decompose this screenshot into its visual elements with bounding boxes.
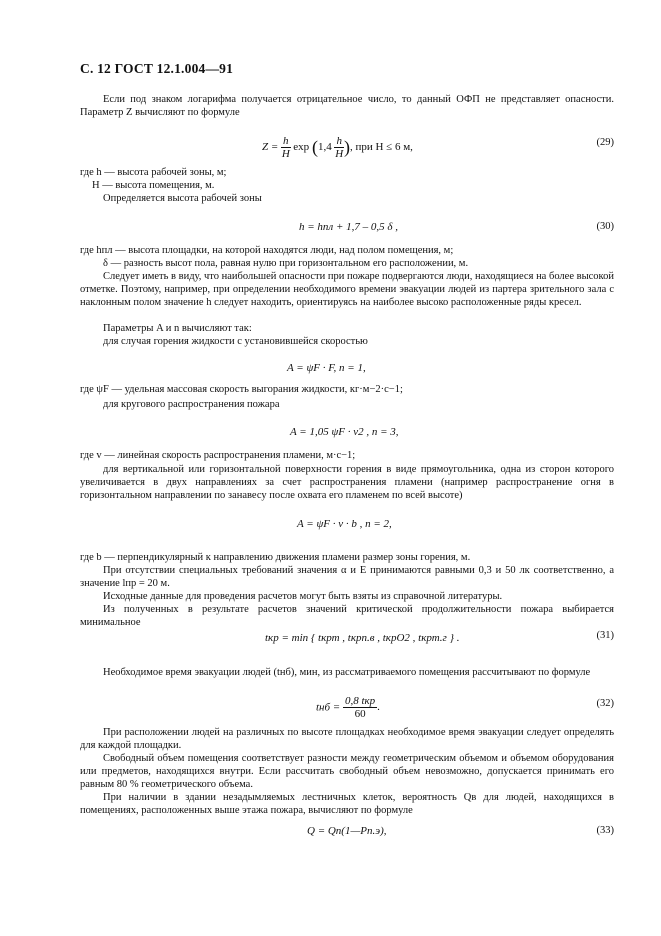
formula-circular: A = 1,05 ψF · v2 , n = 3,	[290, 426, 399, 438]
formula-33: Q = Qп(1—Pп.э),	[307, 825, 387, 837]
page-header: С. 12 ГОСТ 12.1.004—91	[80, 61, 234, 76]
where-v: где v — линейная скорость распространения пламени, м·с−1;	[80, 450, 356, 461]
formula-29: Z = $\frac{h}{H}$ exp (1,4 $\frac{h}{H}$ ), при H ≤ 6 м,	[262, 135, 413, 160]
params-a-n: Параметры A и n вычисляют так:	[103, 323, 252, 334]
work-zone-intro: Определяется высота рабочей зоны	[103, 193, 262, 204]
equation-number-29: (29)	[596, 137, 614, 148]
paragraph-danger: Следует иметь в виду, что наибольшей опасности при пожаре подвергаются люди, находящиеся на более высокой отметке. Поэтому, например, при определении необходимого времени эвакуации людей из партера зрительного зала с наклонным полом значение h следует находить, ориентируясь на наиболее высоко расположенные ряды кресел.	[80, 271, 614, 309]
equation-number-30: (30)	[596, 221, 614, 232]
paragraph-log: Если под знаком логарифма получается отрицательное число, то данный ОФП не представляет опасности. Параметр Z вычисляют по формуле	[80, 94, 614, 119]
equation-number-32: (32)	[596, 698, 614, 709]
paragraph-rect: для вертикальной или горизонтальной поверхности горения в виде прямоугольника, одна из сторон которого увеличивается в двух направлениях за счет распространения пламени (например распространение огня в горизонтальном направлении по занавесу после охвата его пламенем по всей высоте)	[80, 464, 614, 502]
paragraph-volume: Свободный объем помещения соответствует разности между геометрическим объемом и объемом оборудования или предметов, находящихся внутри. Если рассчитать свободный объем невозможно, допускается принимать его равным 80 % геометрического объема.	[80, 753, 614, 791]
paragraph-source: Исходные данные для проведения расчетов могут быть взяты из справочной литературы.	[103, 591, 503, 602]
equation-number-31: (31)	[596, 630, 614, 641]
where-delta: δ — разность высот пола, равная нулю при горизонтальном его расположении, м.	[103, 258, 469, 269]
paragraph-evac: Необходимое время эвакуации людей (tнб), мин, из рассматриваемого помещения рассчитывают по формуле	[103, 667, 591, 678]
case-circular: для кругового распространения пожара	[103, 399, 280, 410]
equation-number-33: (33)	[596, 825, 614, 836]
formula-30: h = hпл + 1,7 – 0,5 δ ,	[299, 221, 399, 233]
where-H: H — высота помещения, м.	[92, 180, 215, 191]
paragraph-alpha: При отсутствии специальных требований значения α и Е принимаются равными 0,3 и 50 лк соответственно, а значение lпр = 20 м.	[80, 565, 614, 590]
where-b: где b — перпендикулярный к направлению движения пламени размер зоны горения, м.	[80, 552, 471, 563]
formula-31: tкр = min { tкрт , tкрп.в , tкрO2 , tкрт.г } .	[265, 632, 460, 644]
formula-32: tнб = $\frac{\text{0,8 tкр}}{60}$ .	[316, 695, 380, 720]
case-liquid: для случая горения жидкости с установившейся скоростью	[103, 336, 368, 347]
where-psi: где ψF — удельная массовая скорость выгорания жидкости, кг·м−2·с−1;	[80, 384, 403, 395]
where-h: где h — высота рабочей зоны, м;	[80, 167, 227, 178]
paragraph-min: Из полученных в результате расчетов значений критической продолжительности пожара выбирается минимальное	[80, 604, 614, 629]
where-hpl: где hпл — высота площадки, на которой находятся люди, над полом помещения, м;	[80, 245, 454, 256]
paragraph-levels: При расположении людей на различных по высоте площадках необходимое время эвакуации следует определять для каждой площадки.	[80, 727, 614, 752]
formula-liquid: A = ψF · F, n = 1,	[287, 362, 366, 374]
paragraph-stairs: При наличии в здании незадымляемых лестничных клеток, вероятность Qв для людей, находящихся в помещениях, расположенных выше этажа пожара, вычисляют по формуле	[80, 792, 614, 817]
formula-rect: A = ψF · v · b , n = 2,	[297, 518, 392, 530]
